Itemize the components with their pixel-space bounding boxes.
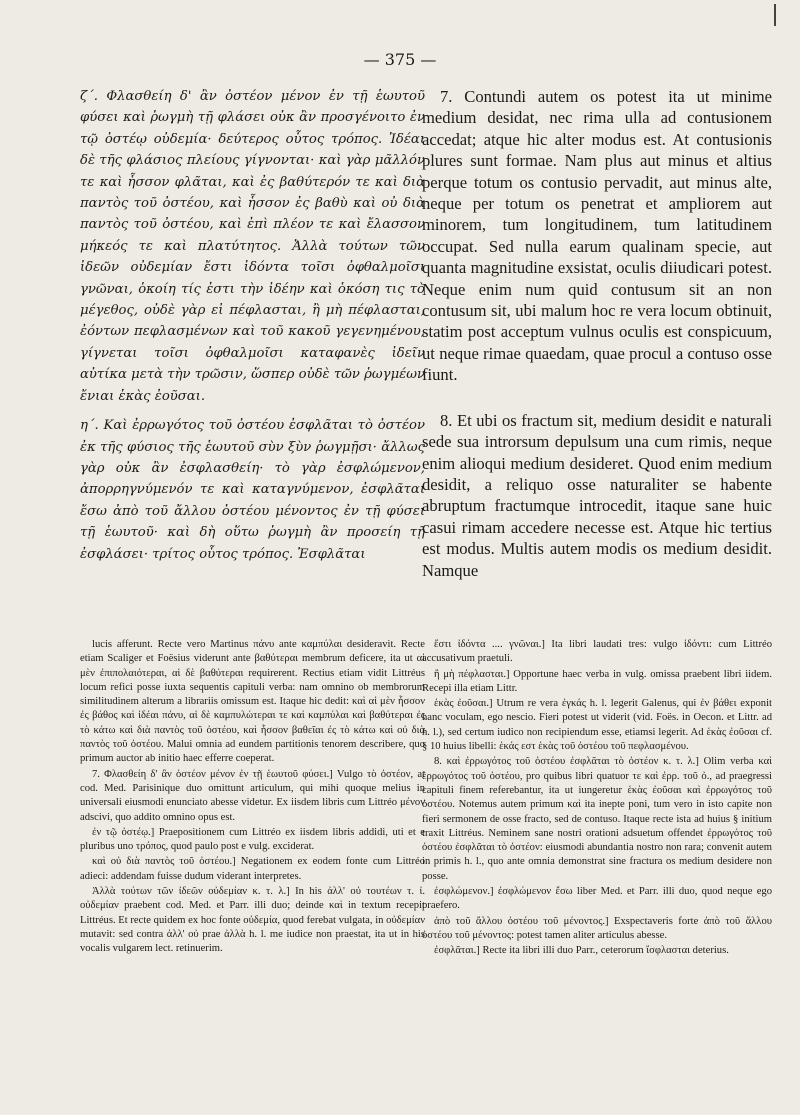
page-number: — 375 — xyxy=(363,50,437,69)
footnote: ἔστι ἰδόντα .... γνῶναι.] Ita libri laudati tres: vulgo ἰδόντι: cum Littréo accusativum praetuli. xyxy=(422,639,772,665)
greek-paragraph-8: η΄. Καὶ ἐρρωγότος τοῦ ὀστέου ἐσφλᾶται τὸ ὀστέον ἐκ τῆς φύσιος τῆς ἑωυτοῦ σὺν ξὺν ῥωγμῇσι· ἄλλως γὰρ οὐκ ἂν ἐσφλασθείη· τὸ γὰρ ἐσφλώμενον, ἀπορρηγνύμενόν τε καὶ καταγνύμενον, ἐσφλᾶται ἔσω ἀπὸ τοῦ ἄλλου ὀστέου μένοντος ἐν τῇ φύσει τῇ ἑωυτοῦ· καὶ δὴ οὕτω ῥωγμὴ ἂν προσείη τῇ ἐσφλάσει· τρίτος οὗτος τρόπος. Ἐσφλᾶται xyxy=(80,418,425,562)
footnote: ἢ μὴ πέφλασται.] Opportune haec verba in vulg. omissa praebent libri iidem. Recepi illa etiam Littr. xyxy=(422,668,772,694)
footnote: ἀπὸ τοῦ ἄλλου ὀστέου τοῦ μένοντος.] Exspectaveris forte ἀπὸ τοῦ ἄλλου ὀστέου τοῦ μένοντος: potest tamen aliter articulus abesse. xyxy=(422,915,772,941)
footnote: Ἀλλὰ τούτων τῶν ἰδεῶν οὐδεμίαν κ. τ. λ.] In his ἀλλ' οὐ τουτέων τ. ἰ. οὐδεμίαν praebent cod. Med. et Parr. illi duo; deinde καὶ in textum recepit Littréus. Et recte quidem ex hoc fonte οὐδεμία, quod ferebat vulgata, in οὐδεμίαν mutavit: sed contra ἀλλ' οὐ prae ἀλλὰ h. l. me iudice non praestat, ita ut in his vocalis vulgarem lect. retinuerim. xyxy=(80,886,425,955)
footnotes-left xyxy=(80,638,425,958)
latin-paragraph-7: 7. Contundi autem os potest ita ut minime medium desidat, nec rima ulla ad contusionem accedat; atque hic alter modus est. At contusionis plures sunt formae. Nam plus aut minus et altius perque totum os contusio pervadit, aut minus alte, neque per totum os penetrat et ampliorem aut minorem, tum longitudinem, tum latitudinem occupat. Sed nulla earum qualinam specie, aut quanta magnitudine exsistat, oculis diiudicari potest. Neque enim num quid contusum sit an non contusum sit, ubi malum hoc re vera locum obtinuit, statim post acceptum vulnus oculis est conspicuum, ut neque rimae quaedam, quae procul a contuso osse fiunt. xyxy=(422,87,772,385)
footnote: ἑκὰς ἐοῦσαι.] Utrum re vera ἐγκάς h. l. legerit Galenus, qui ἐν βάθει exponit hanc voculam, ego nescio. Fieri potest ut viderit (vid. Foës. in Oecon. et Littr. ad h. l.), sed certum iudico non recipiendum esse, etiamsi legerit. Ad ἑκὰς ἐοῦσαι cf. § 10 huius libelli: ἑκάς εστ ἑκὰς τοῦ ὀστέου τοῦ πεφλασμένου. xyxy=(422,698,772,753)
footnote: 7. Φλασθείη δ' ἂν ὀστέον μένον ἐν τῇ ἑωυτοῦ φύσει.] Vulgo τὸ ὀστέον, at cod. Med. Parisinique duo omittunt articulum, qui mihi quoque melius in universali eiusmodi enunciato abesse videtur. Ex iisdem libris cum Littréo μένον adscivi, quo addito omnino opus est. xyxy=(80,768,425,823)
latin-paragraph-8: 8. Et ubi os fractum sit, medium desidit e naturali sede sua introrsum depulsum una cum rimis, neque enim alioqui medium desideret. Quod enim medium desidit, a reliquo osse naturaliter se habente abruptum fractumque introcedit, itaque sane huic casui rimam accedere necesse est. Atque hic tertius est modus. Multis autem modis os medium desidit. Namque xyxy=(422,410,772,580)
footnote: ἐσφλᾶται.] Recte ita libri illi duo Parr., ceterorum ἴσφλασται deterius. xyxy=(434,945,729,957)
footnote: lucis afferunt. Recte vero Martinus πάνυ ante καμπύλαι desideravit. Recte etiam Scaliger et Foësius viderunt ante βαθύτεραι membrum deficere, ita ut αἱ μὲν ἐπιπολαιότεραι, αἱ δὲ βαθύτεραι requirerent. Rectius etiam vidit Littréus locum refici posse iuxta sequentis capituli verba: nam omnino ob membrorum similitudinem alterum a librariis omissum est. Itaque hic dedit: καὶ αἱ μὲν ἧσσον ἐς βάθος καὶ ἰδέαι πάνυ, αἱ δὲ καμπυλώτεραι τε καὶ καμπύλαι καὶ βαθύτεραι ἐς τὸ κάτω καὶ διὰ παντὸς τοῦ ὀστέου, καὶ ἧσσον βαθεῖαι ἐς τὸ κάτω καὶ οὐ διὰ παντὸς τοῦ ὀστέου. Malui omnia ad eundem partitionis tenorem describere, quo primum auctor ab initio haec efferre coeperat. xyxy=(80,639,425,765)
greek-text-column xyxy=(80,86,425,573)
latin-translation-column xyxy=(422,86,772,605)
page-edge-mark xyxy=(774,4,776,26)
footnotes-right xyxy=(422,638,772,960)
footnote: ἐσφλώμενον.] ἐσφλώμενον ἔσω liber Med. et Parr. illi duo, quod neque ego praefero. xyxy=(422,886,772,912)
footnote: καὶ οὐ διὰ παντὸς τοῦ ὀστέου.] Negationem ex eodem fonte cum Littréo adieci: addendam fuisse dudum viderant interpretes. xyxy=(80,856,425,882)
footnote: 8. καὶ ἐρρωγότος τοῦ ὀστέου ἐσφλᾶται τὸ ὀστέον κ. τ. λ.] Olim verba καὶ ἐρρωγότος τοῦ ὀστέου, pro quibus libri quatuor τε καὶ ἐρρ. τοῦ ὀ., ad praegressi capituli finem referebantur, ita ut iungeretur ἑκὰς ἐοῦσαι καὶ ἐρρωγότος τοῦ ὀστέου. Notemus autem primum καὶ ita inepte poni, tum vero in isto capite non fieri sermonem de osse fracto, sed de contuso. Itaque recte ista ad huius § initium traxit Littréus. Neminem sane nostri orationi adsuetum offendet ἐρρωγότος τοῦ ὀστέου ἐσφλᾶται τὸ ὀστέον: eiusmodi abundantia nostro non rara; convenit autem in primis h. l., quo ante omnia demonstrat sine fractura os medium desidere non posse. xyxy=(422,756,772,882)
footnote: ἐν τῷ ὀστέῳ.] Praepositionem cum Littréo ex iisdem libris addidi, uti et e pluribus uno τρόπος, quod paulo post e vulg. exciderat. xyxy=(80,826,425,853)
greek-paragraph-7: ζ΄. Φλασθείη δ' ἂν ὀστέον μένον ἐν τῇ ἑωυτοῦ φύσει καὶ ῥωγμὴ τῇ φλάσει οὐκ ἂν προσγένοιτο ἐν τῷ ὀστέῳ οὐδεμία· δεύτερος οὗτος τρόπος. Ἰδέαι δὲ τῆς φλάσιος πλείους γίγνονται· καὶ γὰρ μᾶλλόν τε καὶ ἧσσον φλᾶται, καὶ ἐς βαθύτερόν τε καὶ διὰ παντὸς τοῦ ὀστέου, καὶ ἧσσον ἐς βαθὺ καὶ οὐ διὰ παντὸς τοῦ ὀστέου, καὶ ἐπὶ πλέον τε καὶ ἔλασσον μήκεός τε καὶ πλατύτητος. Ἀλλὰ τούτων τῶν ἰδεῶν οὐδεμίαν ἔστι ἰδόντα τοῖσι ὀφθαλμοῖσι γνῶναι, ὁκοίη τίς ἐστι τὴν ἰδέην καὶ ὁκόση τις τὸ μέγεθος, οὐδὲ γὰρ εἰ πέφλασται, ἢ μὴ πέφλασται, ἐόντων πεφλασμένων καὶ τοῦ κακοῦ γεγενημένου, γίγνεται τοῖσι ὀφθαλμοῖσι καταφανὲς ἰδεῖν αὐτίκα μετὰ τὴν τρῶσιν, ὥσπερ οὐδὲ τῶν ῥωγμέων ἔνιαι ἑκὰς ἐοῦσαι. xyxy=(80,89,425,404)
